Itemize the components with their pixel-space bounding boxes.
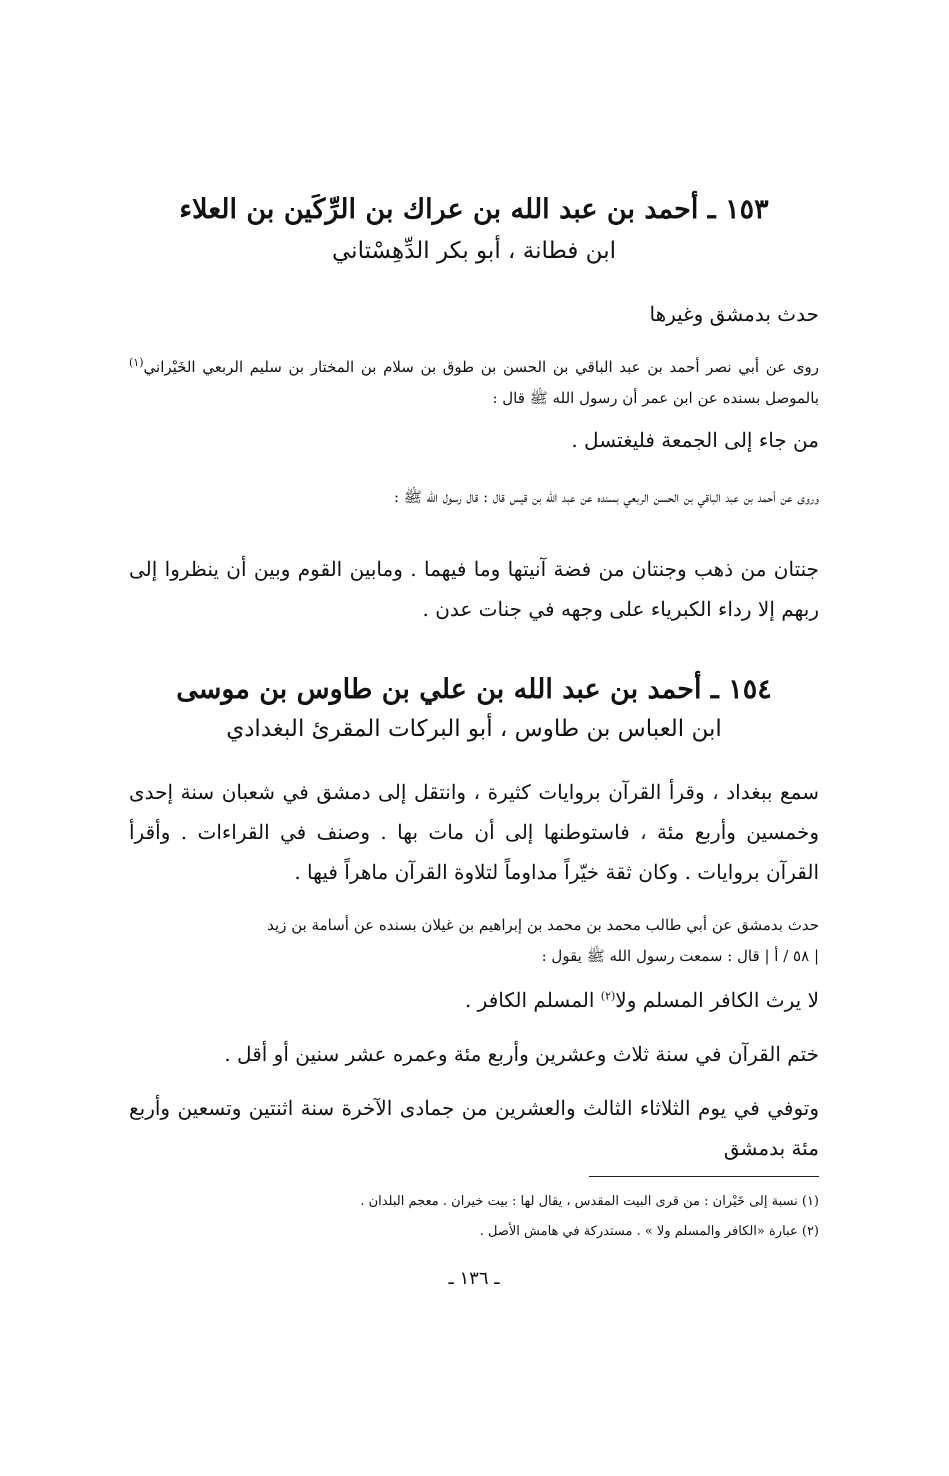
- entry-153-narration-1: [129, 352, 819, 414]
- entry-153-hadith-1: من جاء إلى الجمعة فليغتسل .: [571, 428, 819, 452]
- entry-154-bio: سمع ببغداد ، وقرأ القرآن بروايات كثيرة ، وانتقل إلى دمشق في شعبان سنة إحدى وخمسين وأربع مئة ، فاستوطنها إلى أن مات بها . وصنف في القراءات . وأقرأ القرآن بروايات . وكان ثقة خيّراً مداوماً لتلاوة القرآن ماهراً فيها .: [129, 780, 819, 884]
- entry-154-title: ١٥٤ ـ أحمد بن عبد الله بن علي بن طاوس بن موسى: [176, 674, 772, 705]
- footnote-ref-1: (١): [129, 356, 144, 369]
- entry-154-subtitle: ابن العباس بن طاوس ، أبو البركات المقرئ البغدادي: [226, 716, 722, 742]
- narration-1-text-a: روى عن أبي نصر أحمد بن عبد الباقي بن الحسن بن طوق بن سلام بن المختار بن سليم الربعي الخَيْراني: [143, 358, 819, 376]
- footnote-1: (١) نسبة إلى خَيْران : من قرى البيت المقدس ، يقال لها : بيت خيران . معجم البلدان .: [360, 1194, 819, 1209]
- footnote-ref-2: (٢): [600, 989, 616, 1003]
- hadith-text-a: لا يرث الكافر المسلم ولا: [615, 988, 819, 1012]
- entry-153-intro: حدث بدمشق وغيرها: [649, 302, 819, 326]
- entry-154-khatm: ختم القرآن في سنة ثلاث وعشرين وأربع مئة وعمره عشر سنين أو أقل .: [224, 1042, 819, 1066]
- footnote-2: (٢) عبارة «الكافر والمسلم ولا » . مستدركة في هامش الأصل .: [479, 1224, 819, 1239]
- entry-153-hadith-2: جنتان من ذهب وجنتان من فضة آنيتها وما فيهما . ومابين القوم وبين أن ينظروا إلى ربهم إلا رداء الكبرياء على وجهه في جنات عدن .: [129, 557, 819, 621]
- entry-154-narration: [129, 910, 819, 972]
- folio-marker: | ٥٨ / أ |: [764, 947, 819, 965]
- entry-153-subtitle: ابن فطانة ، أبو بكر الدِّهِسْتاني: [332, 238, 616, 264]
- narration-text-b: قال : سمعت رسول الله ﷺ يقول :: [541, 947, 760, 965]
- footnote-separator: [589, 1176, 819, 1177]
- hadith-text-b: المسلم الكافر .: [464, 988, 601, 1012]
- entry-153-narration-2: وروى عن أحمد بن عبد الباقي بن الحسن الربعي بسنده عن عبد الله بن قيس قال : قال رسول الله ﷺ :: [393, 488, 819, 506]
- narration-text: حدث بدمشق عن أبي طالب محمد بن محمد بن إبراهيم بن غيلان بسنده عن أسامة بن زيد: [267, 916, 819, 934]
- entry-154-death: وتوفي في يوم الثلاثاء الثالث والعشرين من جمادى الآخرة سنة اثنتين وتسعين وأربع مئة بدمشق: [129, 1096, 819, 1160]
- page-number: ـ ١٣٦ ـ: [448, 1268, 500, 1289]
- entry-154-hadith: [129, 980, 819, 1020]
- entry-153-title: ١٥٣ ـ أحمد بن عبد الله بن عراك بن الرِّكَين بن العلاء: [179, 194, 769, 225]
- narration-1-text-b: بالموصل بسنده عن ابن عمر أن رسول الله ﷺ قال :: [492, 389, 819, 407]
